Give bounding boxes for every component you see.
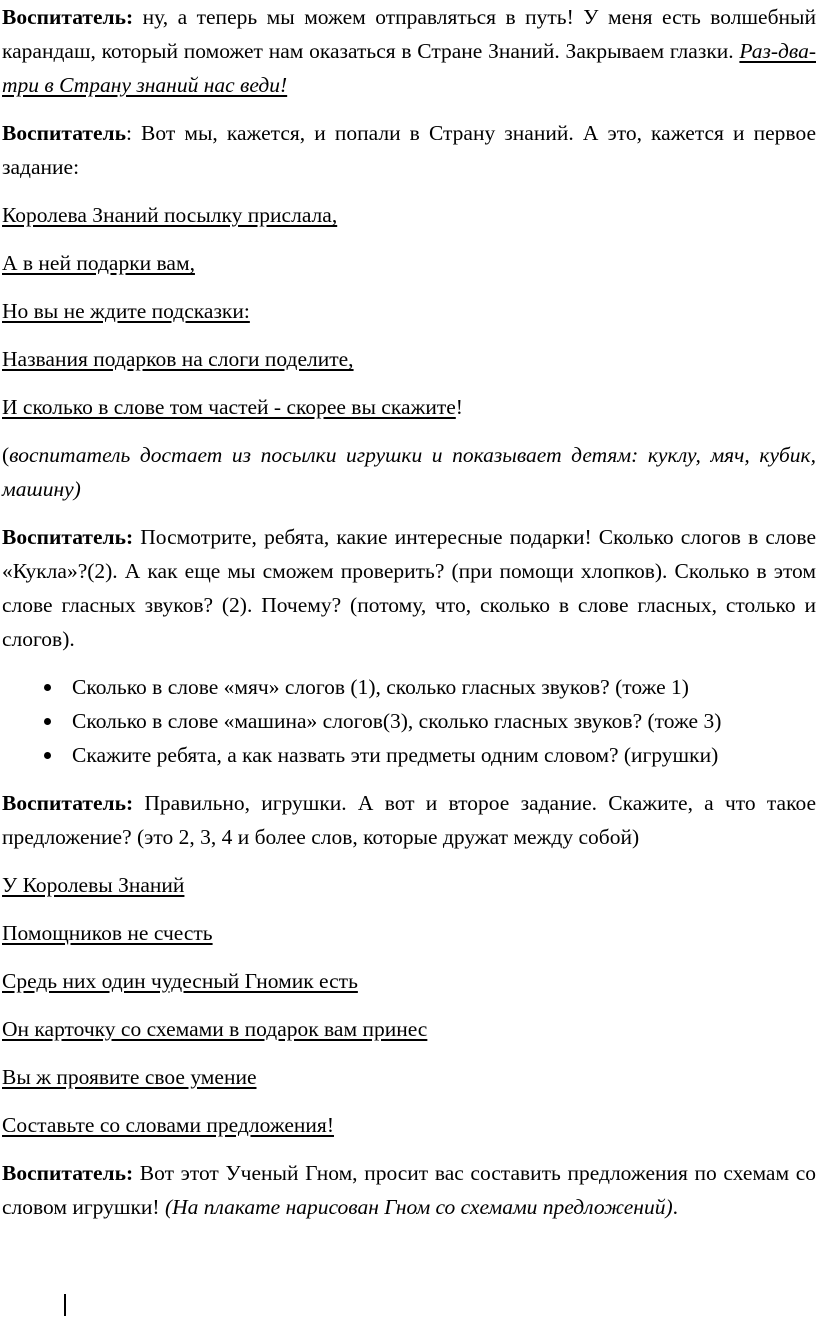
list-item: Сколько в слове «машина» слогов(3), сколько гласных звуков? (тоже 3) <box>2 704 816 738</box>
stage-direction-2: (На плакате нарисован Гном со схемами предложений) <box>164 1195 673 1219</box>
question-list <box>2 670 816 772</box>
paragraph-intro <box>2 0 816 102</box>
stage-direction-1: (воспитатель достает из посылки игрушки и показывает детям: куклу, мяч, кубик, машину) <box>2 443 816 501</box>
poem2-line-5: Вы ж проявите свое умение <box>2 1065 257 1089</box>
magic-words: Раз-два-три в Страну знаний нас веди! <box>2 39 816 97</box>
poem2-line-2: Помощников не счесть <box>2 921 213 945</box>
poem1-line-1: Королева Знаний посылку прислала, <box>2 203 338 227</box>
poem2-line-4: Он карточку со схемами в подарок вам принес <box>2 1017 428 1041</box>
bullet-icon <box>44 684 51 691</box>
speaker-label: Воспитатель: <box>2 791 134 815</box>
paragraph-sentence <box>2 786 816 854</box>
speaker-label: Воспитатель: <box>2 5 134 29</box>
poem2-line-1: У Королевы Знаний <box>2 873 185 897</box>
text-cursor[interactable] <box>64 1294 66 1316</box>
poem1-line-3: Но вы не ждите подсказки: <box>2 299 250 323</box>
list-item: Скажите ребята, а как назвать эти предметы одним словом? (игрушки) <box>2 738 816 772</box>
paragraph-gnome: Воспитатель: Вот этот Ученый Гном, просит вас составить предложения по схемам со словом игрушки! (На плакате нарисован Гном со схемами предложений). <box>2 1161 816 1219</box>
list-item: Сколько в слове «мяч» слогов (1), сколько гласных звуков? (тоже 1) <box>2 670 816 704</box>
speaker-label: Воспитатель: <box>2 1161 134 1185</box>
bullet-icon <box>44 752 51 759</box>
speaker-label: Воспитатель <box>2 121 126 145</box>
speaker-label: Воспитатель: <box>2 525 134 549</box>
poem2-line-3: Средь них один чудесный Гномик есть <box>2 969 358 993</box>
paragraph-text: : Вот мы, кажется, и попали в Страну знаний. А это, кажется и первое задание: <box>2 121 816 179</box>
paragraph-text: Вот этот Ученый Гном, просит вас составить предложения по схемам со словом игрушки! <box>2 1161 816 1219</box>
paragraph-text: ну, а теперь мы можем отправляться в путь! У меня есть волшебный карандаш, который поможет нам оказаться в Стране Знаний. Закрываем глазки. <box>2 5 816 63</box>
paragraph-text: Посмотрите, ребята, какие интересные подарки! Сколько слогов в слове «Кукла»?(2). А как еще мы сможем проверить? (при помощи хлопков). Сколько в этом слове гласных звуков? (2). Почему? (потому, что, сколько в слове гласных, столько и слогов). <box>2 525 816 651</box>
poem1-line-4: Названия подарков на слоги поделите, <box>2 347 354 371</box>
bullet-icon <box>44 718 51 725</box>
poem1-line-5: И сколько в слове том частей - скорее вы скажите! <box>2 395 463 419</box>
paragraph-gifts <box>2 520 816 656</box>
paragraph-text: Правильно, игрушки. А вот и второе задание. Скажите, а что такое предложение? (это 2, 3, 4 и более слов, которые дружат между собой) <box>2 791 816 849</box>
poem2-line-6: Составьте со словами предложения! <box>2 1113 334 1137</box>
poem1-line-2: А в ней подарки вам, <box>2 251 195 275</box>
paragraph-arrival <box>2 116 816 184</box>
